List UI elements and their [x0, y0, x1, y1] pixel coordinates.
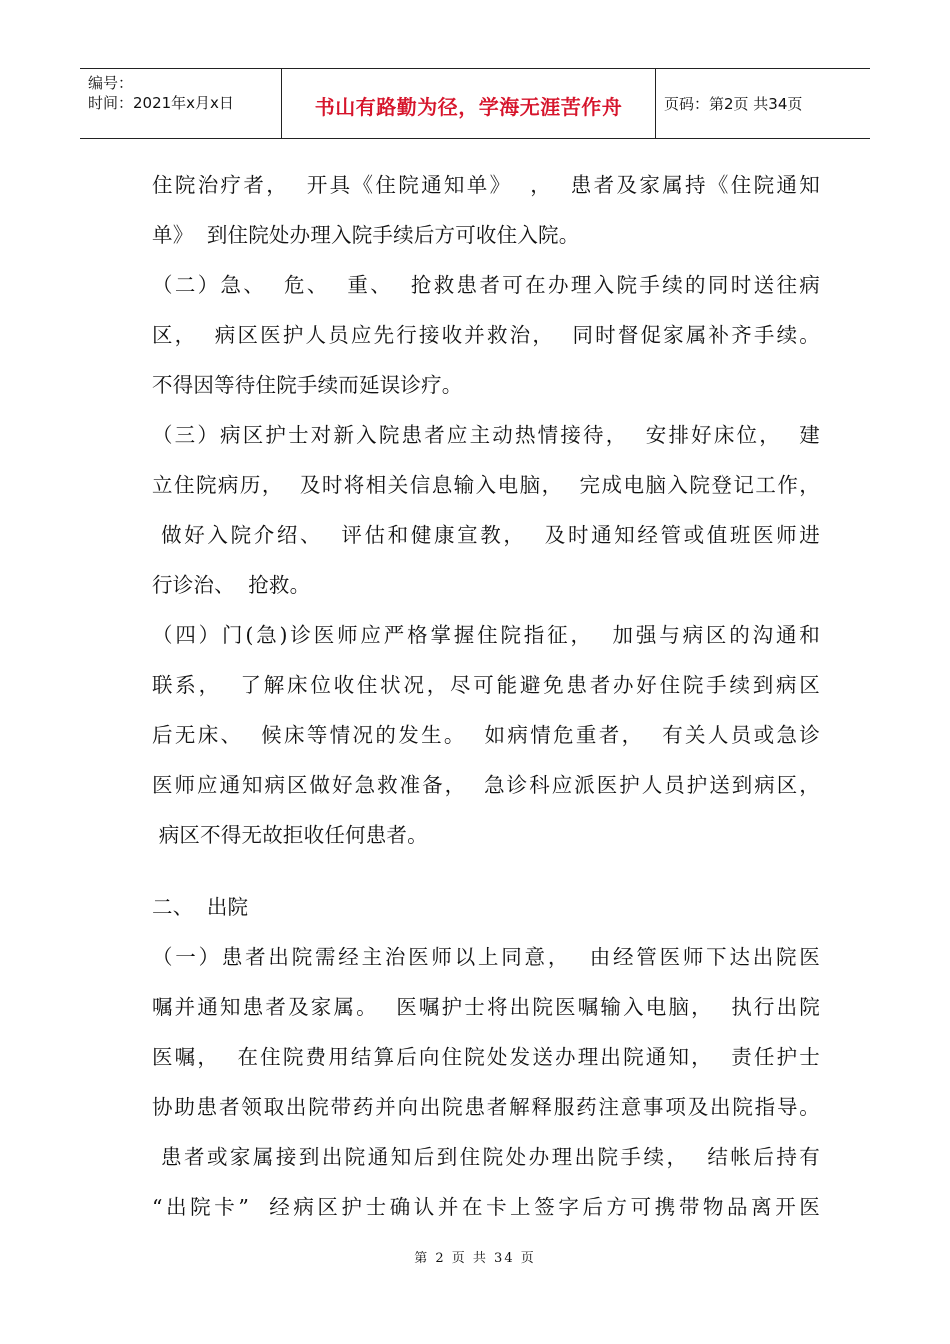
text-line: 做好入院介绍、 评估和健康宣教， 及时通知经管或值班医师进	[152, 523, 820, 547]
page-footer: 第 2 页 共 34 页	[414, 1251, 536, 1266]
text-line: 患者或家属接到出院通知后到住院处办理出院手续， 结帐后持有	[152, 1145, 821, 1169]
text-line: 嘱并通知患者及家属。 医嘱护士将出院医嘱输入电脑， 执行出院	[152, 995, 820, 1019]
header-motto: 书山有路勤为径，学海无涯苦作舟	[314, 95, 623, 119]
text-line: 医嘱， 在住院费用结算后向住院处发送办理出院通知， 责任护士	[152, 1045, 820, 1069]
section-heading: 二、 出院	[152, 895, 249, 919]
text-line: 不得因等待住院手续而延误诊疗。	[152, 373, 463, 397]
document-time-label: 时间：2021年x月x日	[88, 94, 234, 112]
text-line: （二）急、 危、 重、 抢救患者可在办理入院手续的同时送往病	[152, 273, 820, 297]
text-line: 行诊治、 抢救。	[152, 573, 311, 597]
text-line: （三）病区护士对新入院患者应主动热情接待， 安排好床位， 建	[152, 423, 820, 447]
text-line: 立住院病历， 及时将相关信息输入电脑， 完成电脑入院登记工作，	[152, 473, 820, 497]
text-line: “出院卡” 经病区护士确认并在卡上签字后方可携带物品离开医	[152, 1195, 820, 1219]
page-header	[80, 68, 870, 139]
header-meta	[80, 69, 282, 138]
text-line: 联系， 了解床位收住状况，尽可能避免患者办好住院手续到病区	[152, 673, 820, 697]
document-body	[152, 160, 820, 1232]
text-line: 病区不得无故拒收任何患者。	[152, 823, 428, 847]
document-number-label: 编号：	[88, 74, 134, 92]
header-page-cell	[656, 69, 870, 138]
text-line: 医师应通知病区做好急救准备， 急诊科应派医护人员护送到病区，	[152, 773, 820, 797]
header-page-indicator: 页码：第2页 共34页	[664, 95, 803, 113]
text-line: 后无床、 候床等情况的发生。 如病情危重者， 有关人员或急诊	[152, 723, 820, 747]
text-line: 单》 到住院处办理入院手续后方可收住入院。	[152, 223, 580, 247]
text-line: 协助患者领取出院带药并向出院患者解释服药注意事项及出院指导。	[152, 1095, 820, 1119]
text-line: （四）门(急)诊医师应严格掌握住院指征， 加强与病区的沟通和	[152, 623, 820, 647]
text-line: 住院治疗者， 开具《住院通知单》 ， 患者及家属持《住院通知	[152, 173, 820, 197]
text-line: 区， 病区医护人员应先行接收并救治， 同时督促家属补齐手续。	[152, 323, 820, 347]
text-line: （一）患者出院需经主治医师以上同意， 由经管医师下达出院医	[152, 945, 820, 969]
header-motto-cell	[282, 69, 656, 138]
